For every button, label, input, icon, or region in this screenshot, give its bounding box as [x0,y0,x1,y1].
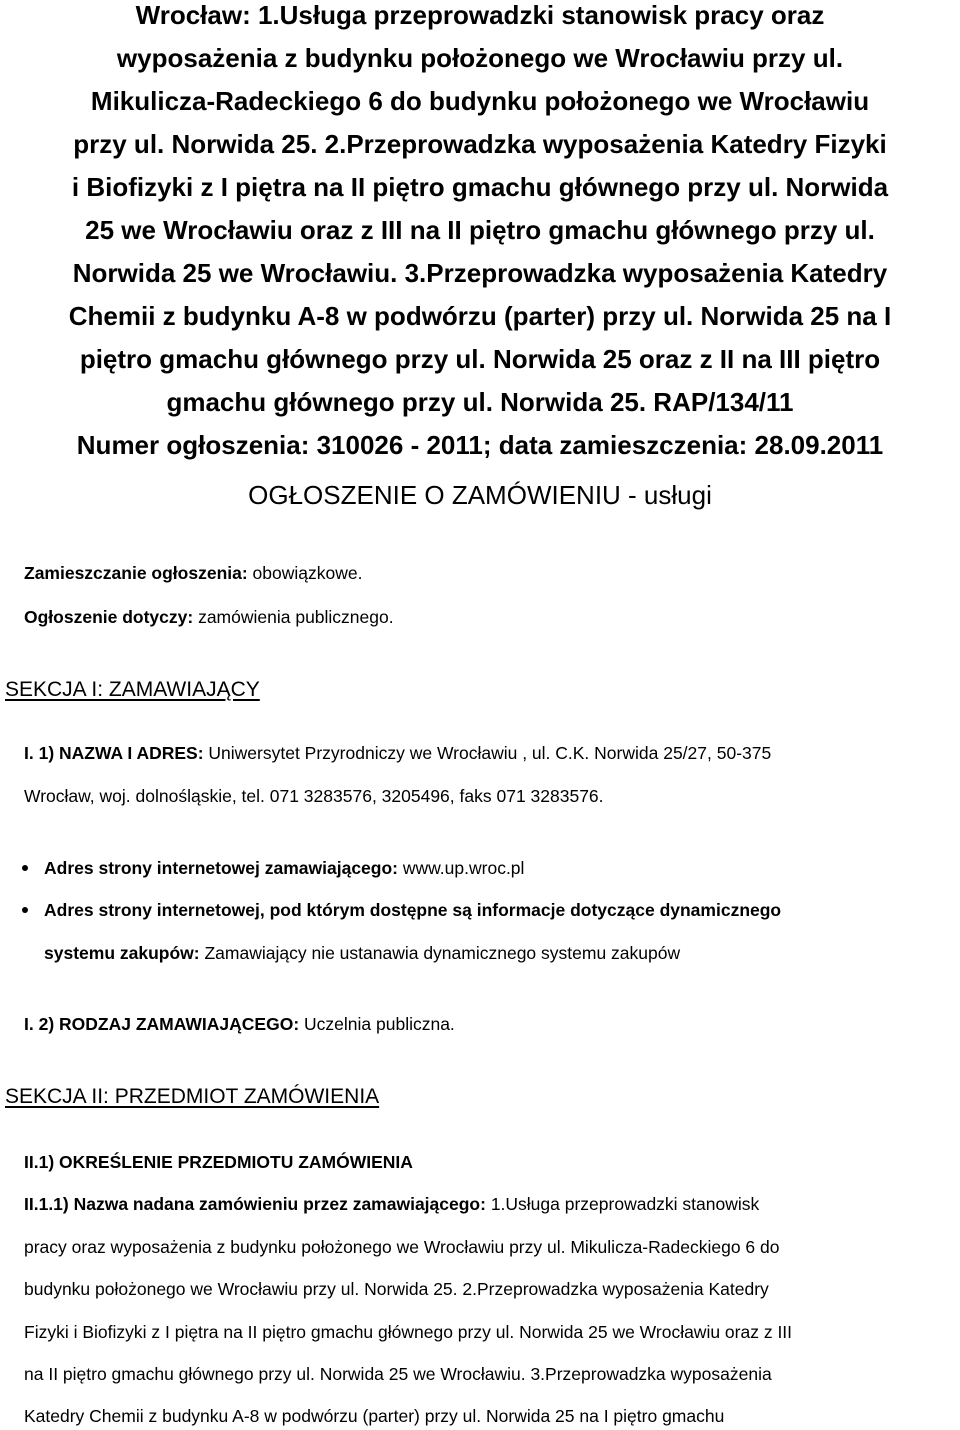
title-line-8: Chemii z budynku A-8 w podwórzu (parter) przy ul. Norwida 25 na I [68,301,892,331]
okreslenie-label: II.1) OKREŚLENIE PRZEDMIOTU ZAMÓWIENIA [24,1152,413,1172]
rodzaj-value: Uczelnia publiczna. [299,1014,455,1034]
bullet-website [44,857,524,879]
zamieszczanie-value: obowiązkowe. [247,563,363,583]
nazwa-line-1 [24,1193,759,1215]
dotyczy-value: zamówienia publicznego. [193,607,394,627]
section-1-heading: SEKCJA I: ZAMAWIAJĄCY [5,678,260,701]
document-type: OGŁOSZENIE O ZAMÓWIENIU - usługi [248,480,712,510]
website-label: Adres strony internetowej zamawiającego: [44,858,398,878]
nazwa-line-6: Katedry Chemii z budynku A-8 w podwórzu (parter) przy ul. Norwida 25 na I piętro gmachu [24,1406,725,1426]
nazwa-value-first: 1.Usługa przeprowadzki stanowisk [485,1194,760,1214]
okreslenie-heading [24,1151,413,1173]
name-address-line-1 [24,742,771,764]
bullet-dynamic-line-2 [44,942,680,964]
name-address-label: I. 1) NAZWA I ADRES: [24,743,204,763]
dotyczy-label: Ogłoszenie dotyczy: [24,607,194,627]
title-line-9: piętro gmachu głównego przy ul. Norwida 25 oraz z II na III piętro [79,344,881,374]
title-line-1: Wrocław: 1.Usługa przeprowadzki stanowisk pracy oraz [135,0,825,30]
nazwa-line-5: na II piętro gmachu głównego przy ul. Norwida 25 we Wrocławiu. 3.Przeprowadzka wyposażenia [24,1364,772,1384]
rodzaj-label: I. 2) RODZAJ ZAMAWIAJĄCEGO: [24,1014,300,1034]
dotyczy-line [24,606,394,628]
zamieszczanie-line [24,562,362,584]
title-line-6: 25 we Wrocławiu oraz z III na II piętro gmachu głównego przy ul. [85,215,875,245]
name-address-line-2: Wrocław, woj. dolnośląskie, tel. 071 3283576, 3205496, faks 071 3283576. [24,786,604,806]
bullet-icon [22,865,28,871]
title-line-4: przy ul. Norwida 25. 2.Przeprowadzka wyposażenia Katedry Fizyki [73,129,887,159]
title-line-3: Mikulicza-Radeckiego 6 do budynku położonego we Wrocławiu [90,86,870,116]
title-line-5: i Biofizyki z I piętra na II piętro gmachu głównego przy ul. Norwida [71,172,889,202]
rodzaj-line [24,1013,455,1035]
bullet-dynamic-line-1 [44,899,781,921]
nazwa-label: II.1.1) Nazwa nadana zamówieniu przez zamawiającego: [24,1194,486,1214]
dynamic-label-1: Adres strony internetowej, pod którym dostępne są informacje dotyczące dynamicznego [44,900,782,920]
title-line-2: wyposażenia z budynku położonego we Wrocławiu przy ul. [116,43,844,73]
nazwa-line-3: budynku położonego we Wrocławiu przy ul. Norwida 25. 2.Przeprowadzka wyposażenia Katedry [24,1279,769,1299]
bullet-icon [22,907,28,913]
zamieszczanie-label: Zamieszczanie ogłoszenia: [24,563,248,583]
dynamic-label-2: systemu zakupów: [44,943,200,963]
title-line-10: gmachu głównego przy ul. Norwida 25. RAP/134/11 [166,387,794,417]
nazwa-line-4: Fizyki i Biofizyki z I piętra na II piętro gmachu głównego przy ul. Norwida 25 we Wrocławiu oraz z III [24,1322,793,1342]
title-line-7: Norwida 25 we Wrocławiu. 3.Przeprowadzka wyposażenia Katedry [72,258,888,288]
nazwa-line-2: pracy oraz wyposażenia z budynku położonego we Wrocławiu przy ul. Mikulicza-Radeckiego 6 do [24,1237,780,1257]
website-value: www.up.wroc.pl [398,858,525,878]
dynamic-value: Zamawiający nie ustanawia dynamicznego systemu zakupów [199,943,681,963]
name-address-value: Uniwersytet Przyrodniczy we Wrocławiu , ul. C.K. Norwida 25/27, 50-375 [203,743,772,763]
section-2-heading: SEKCJA II: PRZEDMIOT ZAMÓWIENIA [5,1085,380,1108]
announcement-number: Numer ogłoszenia: 310026 - 2011; data zamieszczenia: 28.09.2011 [76,430,884,460]
